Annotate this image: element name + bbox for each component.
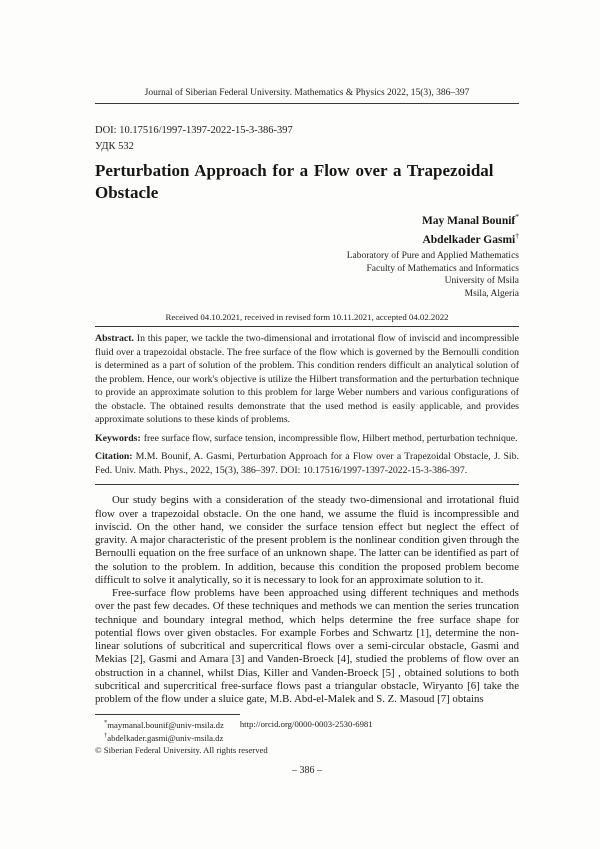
affiliation-line-3: University of Msila <box>444 276 519 287</box>
journal-header: Journal of Siberian Federal University. Mathematics & Physics 2022, 15(3), 386–397 <box>144 88 470 98</box>
footnote-orcid-url: http://orcid.org/0000-0003-2530-6981 <box>239 719 373 730</box>
abstract-text: In this paper, we tackle the two-dimensional and irrotational flow of inviscid and incompressible fluid over a trapezoidal obstacle. The free surface of the flow which is governed by the Bernoulli condition is determined as a part of solution of the problem. This condition renders difficult an analytical solution of the problem. Hence, our work's objective is utilize the Hilbert transformation and the perturbation technique to provide an approximate solution to this problem for large Weber numbers and various configurations of the obstacle. The obtained results demonstrate that the used method is easily applicable, and provides approximate solutions to these kinds of problems. <box>95 333 519 426</box>
header-rule <box>95 103 519 104</box>
author-name-1 <box>95 211 519 230</box>
authors-block <box>95 211 519 249</box>
footnote-rule <box>95 714 240 715</box>
page-number: – 386 – <box>292 764 322 776</box>
affiliation-line-2: Faculty of Mathematics and Informatics <box>366 263 519 274</box>
author-name-1-text: May Manal Bounif <box>421 214 516 227</box>
affiliation-block <box>95 250 519 301</box>
doi-line: DOI: 10.17516/1997-1397-2022-15-3-386-397 <box>95 125 293 137</box>
author-name-2-text: Abdelkader Gasmi <box>422 233 516 246</box>
affiliation-line-1: Laboratory of Pure and Applied Mathematics <box>346 251 519 262</box>
body-paragraph-2: Free-surface flow problems have been approached using different techniques and methods over the past few decades. Of these techniques and methods we can mention the series truncation technique and boundary integral method, which helps determine the free surface shape for potential flows over given obstacles. For example Forbes and Schwartz [1], determine the non-linear solutions of subcritical and supercritical flows over a semi-circular obstacle, Gasmi and Mekias [2], Gasmi and Amara [3] and Vanden-Broeck [4], studied the problems of flow over an obstruction in a channel, whilst Dias, Killer and Vanden-Broeck [5] , obtained solutions to both subcritical and supercritical free-surface flows past a triangular obstacle, Wiryanto [6] take the problem of the flow under a sluice gate, M.B. Abd-el-Malek and S. Z. Masoud [7] obtains <box>95 587 519 706</box>
footnote-star <box>95 718 519 731</box>
footnote-dagger-mark: † <box>104 731 108 739</box>
citation-section <box>95 450 519 477</box>
abstract-top-rule <box>95 326 519 327</box>
footnote-star-mark: * <box>104 718 108 726</box>
udk-line: УДК 532 <box>95 140 134 152</box>
author-mark-2: † <box>515 231 519 241</box>
paper-title: Perturbation Approach for a Flow over a Trapezoidal Obstacle <box>95 160 494 202</box>
body-paragraph-1: Our study begins with a consideration of the steady two-dimensional and irrotational fluid flow over a trapezoidal obstacle. On the one hand, we assume the fluid is incompressible and inviscid. On the other hand, we consider the surface tension effect but neglect the effect of gravity. A major characteristic of the present problem is the nonlinear condition given through the Bernoulli equation on the free surface of an unknown shape. The latter can be identified as part of the solution to the problem. In addition, because this condition the proposed problem become difficult to solve it analytically, so it is necessary to look for an approximate solution to it. <box>95 494 519 586</box>
copyright-line: © Siberian Federal University. All rights reserved <box>95 744 268 755</box>
footnotes-block <box>95 718 519 756</box>
citation-text: M.M. Bounif, A. Gasmi, Perturbation Approach for a Flow over a Trapezoidal Obstacle, J. Sib. Fed. Univ. Math. Phys., 2022, 15(3), 386–397. DOI: 10.17516/1997-1397-2022-15-3-386-397. <box>95 451 519 476</box>
author-mark-1: * <box>515 212 519 222</box>
keywords-text: free surface flow, surface tension, incompressible flow, Hilbert method, perturbation technique. <box>143 432 518 444</box>
abstract-section <box>95 332 519 427</box>
body-top-rule <box>95 484 519 485</box>
abstract-label: Abstract. <box>95 333 134 345</box>
footnote-dagger-email: abdelkader.gasmi@univ-msila.dz <box>107 732 224 743</box>
keywords-label: Keywords: <box>95 432 141 444</box>
citation-label: Citation: <box>95 451 133 463</box>
received-line: Received 04.10.2021, received in revised form 10.11.2021, accepted 04.02.2022 <box>165 311 449 322</box>
author-name-2 <box>95 230 519 249</box>
text-block <box>95 0 519 776</box>
footnote-star-email: maymanal.bounif@univ-msila.dz <box>107 719 224 730</box>
keywords-section <box>95 432 519 446</box>
footnote-dagger <box>95 731 519 744</box>
affiliation-line-4: Msila, Algeria <box>464 289 519 300</box>
